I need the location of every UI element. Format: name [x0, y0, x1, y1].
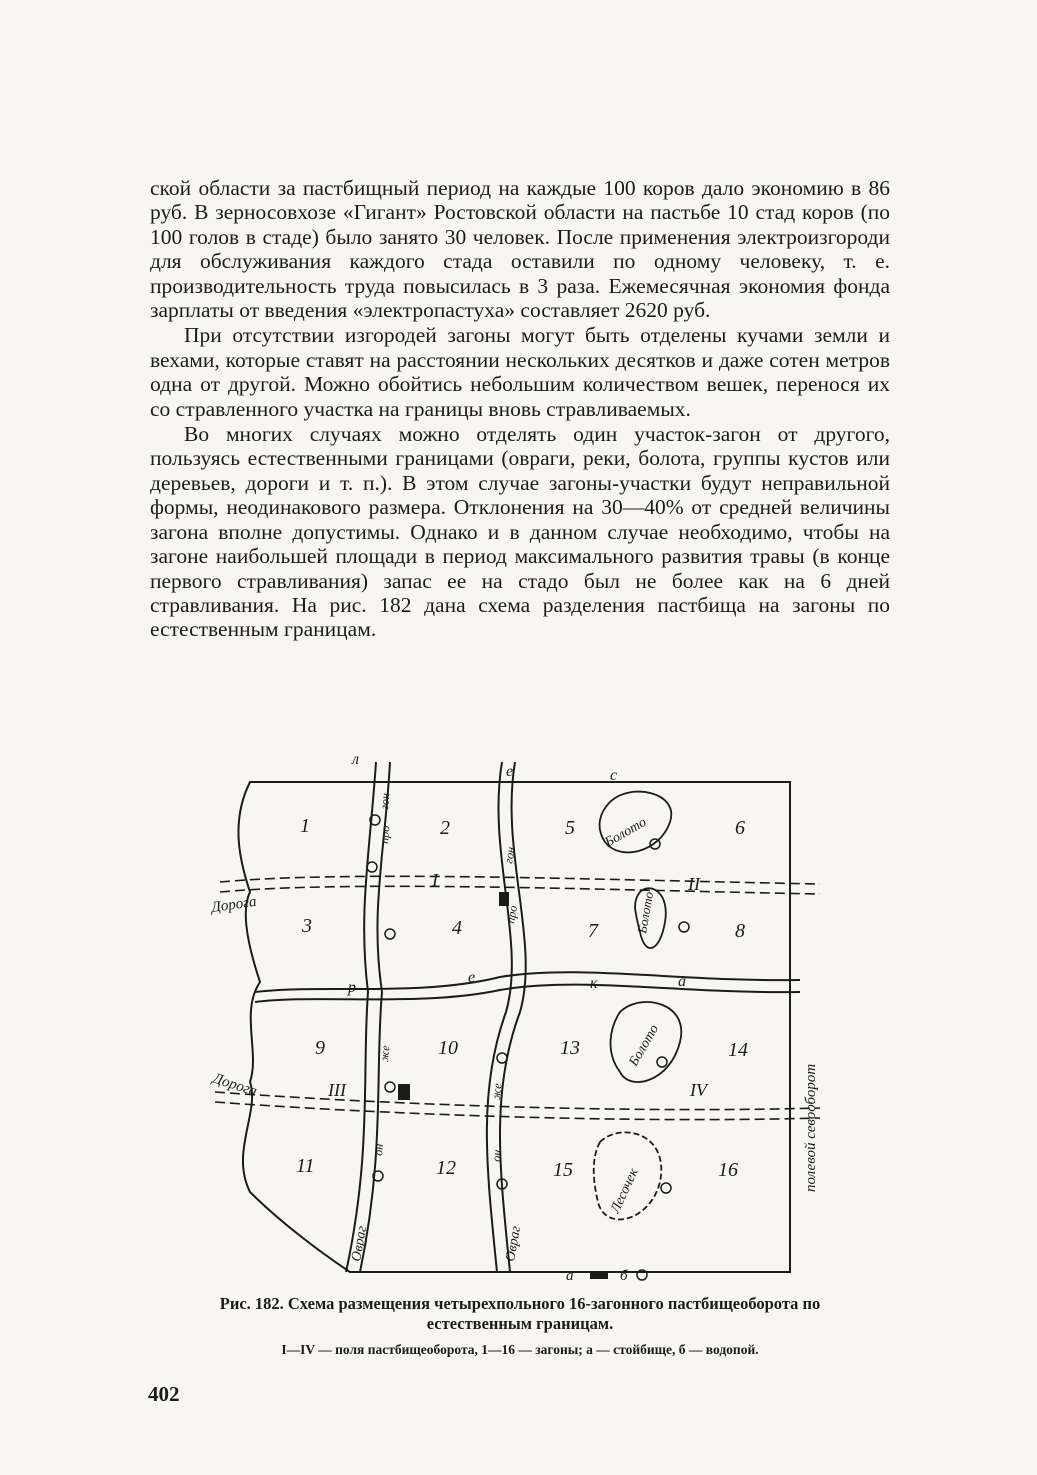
river — [255, 972, 800, 992]
ravine-label-right: Овраг — [503, 1224, 525, 1263]
legend-mark-b: б — [620, 1268, 628, 1284]
paddock-1: 1 — [300, 815, 310, 837]
ravine-label-left: Овраг — [349, 1224, 371, 1263]
river-letter-k: к — [590, 975, 598, 992]
figure-caption: Рис. 182. Схема размещения четырехпольного 16-загонного пастбищеоборота по естественным границам. — [219, 1294, 821, 1333]
paragraph-2: При отсутствии изгородей загоны могут быть отделены кучами земли и вехами, которые ставят на расстоянии нескольких десятков и даже сотен метров одна от другой. Можно обойтись небольшим количеством вешек, перенося их со стравленного участка на границы вновь стравливаемых. — [150, 323, 890, 421]
field-I: I — [432, 870, 438, 890]
ravine-pro-right: про — [503, 904, 521, 925]
ravine-on-right: он — [489, 1149, 505, 1163]
field-IV: IV — [690, 1080, 707, 1100]
paddock-2: 2 — [440, 817, 450, 839]
ravine-gon-right: гон — [501, 845, 518, 865]
forest-letter-e: е — [506, 763, 514, 780]
ravine-pro-left: про — [377, 825, 393, 845]
grove-label: Лесочек — [608, 1166, 642, 1216]
river-letter-e: е — [468, 969, 476, 986]
paddock-13: 13 — [560, 1037, 580, 1059]
forest-letter-s: с — [610, 767, 618, 784]
paddock-16: 16 — [718, 1159, 738, 1181]
figure-line-10 — [487, 762, 512, 1272]
road-label-lower: Дорога — [210, 1070, 259, 1100]
paddock-14: 14 — [728, 1039, 748, 1061]
paragraph-1: ской области за пастбищный период на каждые 100 коров дало экономию в 86 руб. В зерносовхозе «Гигант» Ростовской области на пастьбе 10 стад коров (по 100 голов в стаде) было занято 30 человек. После применения электроизгороди для обслуживания каждого стада оставили по одному человеку, т. е. производительность труда повысилась в 3 раза. Ежемесячная экономия фонда зарплаты от введения «электропастуха» составляет 2620 руб. — [150, 176, 890, 323]
ravine-zhe-right: же — [489, 1082, 505, 1101]
paddock-8: 8 — [735, 920, 745, 942]
figure-line-6 — [215, 1102, 820, 1120]
river-letter-r: р — [348, 979, 356, 996]
paddock-5: 5 — [565, 817, 575, 839]
river-letter-a: а — [678, 973, 686, 990]
road-label-upper: Дорога — [210, 893, 258, 916]
paddock-3: 3 — [302, 915, 312, 937]
swamp-label-3: Болото — [626, 1022, 663, 1069]
figure-line-20 — [497, 1053, 507, 1063]
paddock-6: 6 — [735, 817, 745, 839]
paddock-9: 9 — [315, 1037, 325, 1059]
crop-rotation-side-label: полевой севооборот — [803, 1063, 819, 1192]
forest-letter-l: л — [352, 752, 359, 768]
figure-line-17 — [385, 929, 395, 939]
road-upper — [220, 876, 820, 884]
paddock-10: 10 — [438, 1037, 458, 1059]
figure-line-25 — [661, 1183, 671, 1193]
figure-legend: I—IV — поля пастбищеоборота, 1—16 — загоны; а — стойбище, б — водопой. — [281, 1342, 759, 1357]
paddock-11: 11 — [296, 1155, 315, 1177]
paragraph-3: Во многих случаях можно отделять один участок-загон от другого, пользуясь естественными границами (овраги, реки, болота, группы кустов или деревьев, дороги и т. п.). В этом случае загоны-участки будут неправильной формы, неодинакового размера. Отклонения на 30—40% от средней величины загона вполне допустимы. Однако и в данном случае необходимо, чтобы на загоне наибольшей площади в период максимального развития травы (в конце первого стравливания) запас ее на стадо был не более как на 6 дней стравливания. На рис. 182 дана схема разделения пастбища на загоны по естественным границам. — [150, 422, 890, 642]
figure-line-16 — [367, 862, 377, 872]
ravine-gon-left: гон — [377, 792, 393, 811]
camp-mark — [499, 892, 509, 906]
paddock-7: 7 — [588, 920, 598, 942]
road-lower — [215, 1092, 820, 1110]
swamp-label-2: Болото — [634, 890, 657, 935]
ravine-on-left: он — [371, 1143, 387, 1157]
paddock-12: 12 — [436, 1157, 456, 1179]
figure-line-24 — [657, 1057, 667, 1067]
figure-line-4 — [255, 985, 800, 1002]
figure-line-23 — [679, 922, 689, 932]
figure-line-28 — [590, 1272, 608, 1279]
swamp-label-1: Болото — [602, 814, 650, 851]
body-text — [150, 176, 890, 643]
figure-line-18 — [385, 1082, 395, 1092]
paddock-15: 15 — [553, 1159, 573, 1181]
field-II: II — [688, 874, 700, 894]
ravine-zhe-left: же — [377, 1044, 393, 1063]
paddock-4: 4 — [452, 917, 462, 939]
legend-mark-a: а — [566, 1268, 574, 1284]
figure-line-27 — [398, 1084, 410, 1100]
pasture-scheme-figure — [200, 752, 840, 1288]
page-number: 402 — [148, 1382, 180, 1406]
field-III: III — [328, 1080, 346, 1100]
